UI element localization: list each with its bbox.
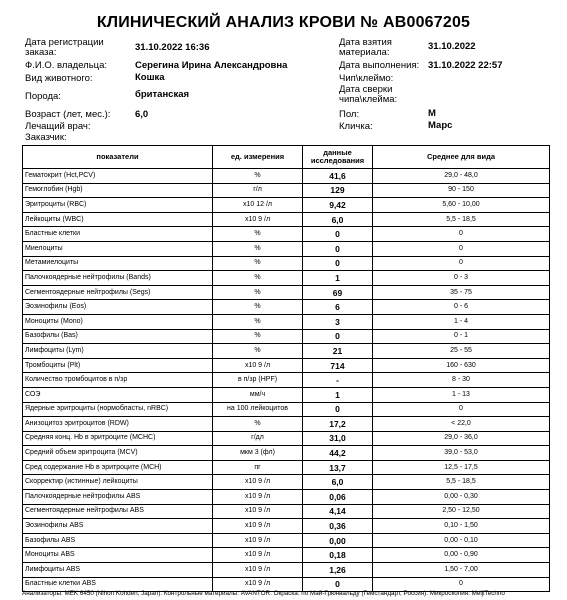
cell-unit: x10 9 /л <box>213 475 303 490</box>
cell-reference: 0 - 6 <box>373 300 550 315</box>
cell-result: 1 <box>303 387 373 402</box>
table-row <box>23 519 550 534</box>
label-registration-date <box>25 38 104 58</box>
label-chip-check-date: Дата сверки чипа\клейма: <box>339 84 398 105</box>
table-row <box>23 183 550 198</box>
table-row <box>23 300 550 315</box>
cell-parameter: Гемоглобин (Hgb) <box>23 183 213 198</box>
label-text: Дата регистрации заказа: <box>25 37 104 58</box>
table-row <box>23 490 550 505</box>
cell-parameter: Моноциты ABS <box>23 548 213 563</box>
footer-note: Анализаторы: MEK 6450 (Nihon Kohden, Japan). Контрольные материалы: AVANTOR. Окраска: по Май-Грюнвальду (Гемстандарт, Россия). Микроскопия: MeijiTechno <box>22 590 505 597</box>
cell-parameter: Моноциты (Mono) <box>23 314 213 329</box>
cell-reference: 0 <box>373 241 550 256</box>
cell-reference: 0,10 - 1,50 <box>373 519 550 534</box>
label-completion-date: Дата выполнения: <box>339 60 420 71</box>
cell-parameter: Средняя конц. Hb в эритроците (MCHC) <box>23 431 213 446</box>
table-row <box>23 460 550 475</box>
cell-unit: г/л <box>213 183 303 198</box>
cell-unit: % <box>213 344 303 359</box>
cell-reference: 0 <box>373 402 550 417</box>
cell-result: 6 <box>303 300 373 315</box>
cell-unit: x10 9 /л <box>213 212 303 227</box>
cell-unit: x10 9 /л <box>213 504 303 519</box>
cell-unit: x10 9 /л <box>213 548 303 563</box>
cell-unit: x10 9 /л <box>213 563 303 578</box>
cell-parameter: Ядерные эритроциты (нормобласты, nRBC) <box>23 402 213 417</box>
cell-reference: 1 - 4 <box>373 314 550 329</box>
cell-reference: 0 <box>373 577 550 592</box>
value-pet-name: Марс <box>428 120 453 131</box>
cell-unit: мм/ч <box>213 387 303 402</box>
cell-parameter: Гематокрит (Hct,PCV) <box>23 169 213 184</box>
cell-parameter: Базофилы (Bas) <box>23 329 213 344</box>
cell-unit: % <box>213 271 303 286</box>
table-row <box>23 198 550 213</box>
cell-unit: % <box>213 256 303 271</box>
cell-reference: 0,00 - 0,30 <box>373 490 550 505</box>
cell-result: 0,06 <box>303 490 373 505</box>
header-reference: Среднее для вида <box>373 146 550 169</box>
cell-parameter: Лимфоциты (Lym) <box>23 344 213 359</box>
cell-result: 0,36 <box>303 519 373 534</box>
cell-unit: x10 9 /л <box>213 577 303 592</box>
cell-parameter: СОЭ <box>23 387 213 402</box>
cell-result: 1,26 <box>303 563 373 578</box>
cell-reference: 0,00 - 0,90 <box>373 548 550 563</box>
cell-unit: % <box>213 329 303 344</box>
label-species: Вид животного: <box>25 73 93 84</box>
table-row <box>23 373 550 388</box>
cell-unit: пг <box>213 460 303 475</box>
label-owner: Ф.И.О. владельца: <box>25 60 108 71</box>
cell-reference: 39,0 - 53,0 <box>373 446 550 461</box>
header-parameter: показатели <box>23 146 213 169</box>
value-species: Кошка <box>135 72 165 83</box>
cell-reference: 25 - 55 <box>373 344 550 359</box>
cell-reference: 5,60 - 10,00 <box>373 198 550 213</box>
table-row <box>23 504 550 519</box>
cell-result: 69 <box>303 285 373 300</box>
cell-reference: < 22,0 <box>373 417 550 432</box>
cell-parameter: Количество тромбоцитов в п/зр <box>23 373 213 388</box>
table-row <box>23 563 550 578</box>
cell-parameter: Эритроциты (RBC) <box>23 198 213 213</box>
cell-parameter: Базофилы ABS <box>23 533 213 548</box>
cell-unit: x10 12 /л <box>213 198 303 213</box>
cell-result: 129 <box>303 183 373 198</box>
table-row <box>23 475 550 490</box>
cell-result: 0 <box>303 402 373 417</box>
cell-result: 6,0 <box>303 212 373 227</box>
cell-unit: % <box>213 169 303 184</box>
cell-reference: 12,5 - 17,5 <box>373 460 550 475</box>
cell-result: 714 <box>303 358 373 373</box>
cell-parameter: Бластные клетки ABS <box>23 577 213 592</box>
cell-reference: 160 - 630 <box>373 358 550 373</box>
cell-reference: 0 <box>373 227 550 242</box>
value-completion-date: 31.10.2022 22:57 <box>428 60 503 71</box>
cell-result: 0 <box>303 256 373 271</box>
cell-unit: x10 9 /л <box>213 519 303 534</box>
value-breed: британская <box>135 89 190 100</box>
label-customer: Заказчик: <box>25 132 67 143</box>
cell-reference: 5,5 - 18,5 <box>373 212 550 227</box>
table-row <box>23 212 550 227</box>
cell-result: 4,14 <box>303 504 373 519</box>
cell-unit: % <box>213 241 303 256</box>
cell-parameter: Сегментоядерные нейтрофилы (Segs) <box>23 285 213 300</box>
value-owner: Серегина Ирина Александровна <box>135 60 288 71</box>
cell-parameter: Эозинофилы (Eos) <box>23 300 213 315</box>
cell-parameter: Миелоциты <box>23 241 213 256</box>
cell-parameter: Палочкоядерные нейтрофилы (Bands) <box>23 271 213 286</box>
results-table <box>22 145 550 592</box>
label-sex: Пол: <box>339 109 360 120</box>
header-unit: ед. измерения <box>213 146 303 169</box>
cell-result: 9,42 <box>303 198 373 213</box>
cell-parameter: Анизоцитоз эритроцитов (RDW) <box>23 417 213 432</box>
label-breed: Порода: <box>25 91 61 102</box>
table-row <box>23 446 550 461</box>
cell-reference: 2,50 - 12,50 <box>373 504 550 519</box>
cell-parameter: Палочкоядерные нейтрофилы ABS <box>23 490 213 505</box>
table-row <box>23 417 550 432</box>
label-chip: Чип\клеймо: <box>339 73 394 84</box>
cell-reference: 29,0 - 48,0 <box>373 169 550 184</box>
table-row <box>23 271 550 286</box>
table-header-row <box>23 146 550 169</box>
cell-unit: x10 9 /л <box>213 358 303 373</box>
cell-parameter: Скорректир (истинные) лейкоциты <box>23 475 213 490</box>
table-row <box>23 285 550 300</box>
value-sample-date: 31.10.2022 <box>428 41 476 52</box>
cell-unit: % <box>213 300 303 315</box>
cell-parameter: Средний объем эритроцита (MCV) <box>23 446 213 461</box>
cell-result: 6,0 <box>303 475 373 490</box>
cell-parameter: Бластные клетки <box>23 227 213 242</box>
cell-result: 0,18 <box>303 548 373 563</box>
cell-unit: г/дл <box>213 431 303 446</box>
cell-result: 44,2 <box>303 446 373 461</box>
table-row <box>23 533 550 548</box>
cell-unit: % <box>213 285 303 300</box>
value-registration-date: 31.10.2022 16:36 <box>135 42 210 53</box>
cell-parameter: Эозинофилы ABS <box>23 519 213 534</box>
value-age: 6,0 <box>135 109 149 120</box>
table-row <box>23 548 550 563</box>
cell-reference: 29,0 - 36,0 <box>373 431 550 446</box>
cell-result: 17,2 <box>303 417 373 432</box>
cell-unit: x10 9 /л <box>213 533 303 548</box>
cell-result: 21 <box>303 344 373 359</box>
table-row <box>23 344 550 359</box>
header-result: данные исследования <box>303 146 373 169</box>
cell-unit: мкм 3 (фл) <box>213 446 303 461</box>
cell-result: 0 <box>303 577 373 592</box>
table-row <box>23 314 550 329</box>
table-row <box>23 329 550 344</box>
label-sample-date: Дата взятия материала: <box>339 37 392 58</box>
cell-parameter: Тромбоциты (Plt) <box>23 358 213 373</box>
cell-unit: в п/зр (HPF) <box>213 373 303 388</box>
cell-parameter: Лейкоциты (WBC) <box>23 212 213 227</box>
cell-reference: 5,5 - 18,5 <box>373 475 550 490</box>
table-row <box>23 431 550 446</box>
cell-reference: 0 <box>373 256 550 271</box>
cell-reference: 0,00 - 0,10 <box>373 533 550 548</box>
cell-unit: % <box>213 314 303 329</box>
table-row <box>23 387 550 402</box>
cell-result: 1 <box>303 271 373 286</box>
cell-parameter: Лимфоциты ABS <box>23 563 213 578</box>
cell-result: 0 <box>303 241 373 256</box>
table-row <box>23 241 550 256</box>
cell-result: - <box>303 373 373 388</box>
table-row <box>23 227 550 242</box>
cell-reference: 35 - 75 <box>373 285 550 300</box>
table-row <box>23 256 550 271</box>
cell-result: 0 <box>303 227 373 242</box>
cell-reference: 90 - 150 <box>373 183 550 198</box>
label-doctor: Лечащий врач: <box>25 121 91 132</box>
cell-reference: 1 - 13 <box>373 387 550 402</box>
cell-parameter: Метамиелоциты <box>23 256 213 271</box>
cell-reference: 0 - 1 <box>373 329 550 344</box>
label-age: Возраст (лет, мес.): <box>25 109 111 120</box>
cell-parameter: Сред содержание Hb в эритроците (MCH) <box>23 460 213 475</box>
cell-reference: 0 - 3 <box>373 271 550 286</box>
cell-unit: % <box>213 227 303 242</box>
table-row <box>23 402 550 417</box>
cell-result: 0,00 <box>303 533 373 548</box>
cell-unit: x10 9 /л <box>213 490 303 505</box>
cell-reference: 8 - 30 <box>373 373 550 388</box>
report-title: КЛИНИЧЕСКИЙ АНАЛИЗ КРОВИ № АВ0067205 <box>96 14 471 31</box>
table-row <box>23 358 550 373</box>
label-pet-name: Кличка: <box>339 121 373 132</box>
value-sex: М <box>428 108 436 119</box>
cell-result: 31,0 <box>303 431 373 446</box>
cell-reference: 1,50 - 7,00 <box>373 563 550 578</box>
cell-unit: на 100 лейкоцитов <box>213 402 303 417</box>
cell-parameter: Сегментоядерные нейтрофилы ABS <box>23 504 213 519</box>
cell-result: 41,6 <box>303 169 373 184</box>
cell-result: 3 <box>303 314 373 329</box>
cell-unit: % <box>213 417 303 432</box>
cell-result: 0 <box>303 329 373 344</box>
table-row <box>23 169 550 184</box>
cell-result: 13,7 <box>303 460 373 475</box>
